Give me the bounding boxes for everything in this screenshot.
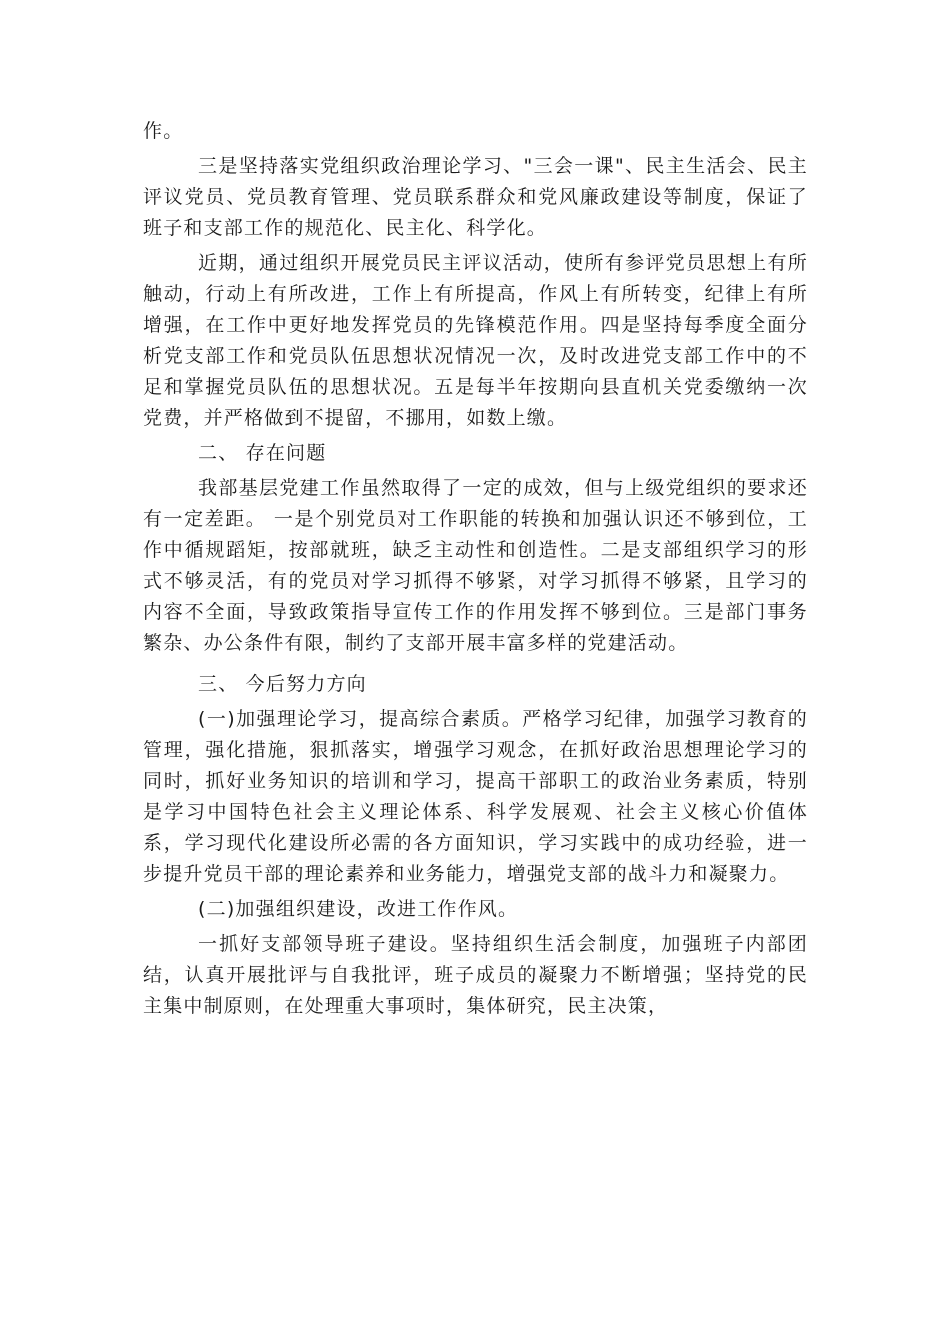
- paragraph-three-system: 三是坚持落实党组织政治理论学习、"三会一课"、民主生活会、民主评议党员、党员教育管理、党员联系群众和党风廉政建设等制度，保证了班子和支部工作的规范化、民主化、科学化。: [143, 155, 808, 239]
- paragraph-problems: 我部基层党建工作虽然取得了一定的成效，但与上级党组织的要求还有一定差距。 一是个别党员对工作职能的转换和加强认识还不够到位，工作中循规蹈矩，按部就班，缺乏主动性和创造性。二是支部组织学习的形式不够灵活，有的党员对学习抓得不够紧，对学习抓得不够紧，且学习的内容不全面，导致政策指导宣传工作的作用发挥不够到位。三是部门事务繁杂、办公条件有限，制约了支部开展丰富多样的党建活动。: [143, 477, 808, 654]
- section-heading-problems: 二、 存在问题: [198, 442, 327, 464]
- paragraph-recent-activities: 近期，通过组织开展党员民主评议活动，使所有参评党员思想上有所触动，行动上有所改进，工作上有所提高，作风上有所转变，纪律上有所增强，在工作中更好地发挥党员的先锋模范作用。四是坚持每季度全面分析党支部工作和党员队伍思想状况情况一次，及时改进党支部工作中的不足和掌握党员队伍的思想状况。五是每半年按期向县直机关党委缴纳一次党费，并严格做到不提留，不挪用，如数上缴。: [143, 252, 808, 429]
- paragraph-continuation: 作。: [143, 120, 184, 142]
- paragraph-theory-study: (一)加强理论学习，提高综合素质。严格学习纪律，加强学习教育的管理，强化措施，狠抓落实，增强学习观念，在抓好政治思想理论学习的同时，抓好业务知识的培训和学习，提高干部职工的政治业务素质，特别是学习中国特色社会主义理论体系、科学发展观、社会主义核心价值体系，学习现代化建设所必需的各方面知识，学习实践中的成功经验，进一步提升党员干部的理论素养和业务能力，增强党支部的战斗力和凝聚力。: [143, 708, 808, 885]
- paragraph-organization-building: (二)加强组织建设，改进工作作风。: [198, 898, 519, 920]
- section-heading-direction: 三、 今后努力方向: [198, 673, 367, 695]
- document-body: [143, 116, 808, 1022]
- paragraph-leadership-team: 一抓好支部领导班子建设。坚持组织生活会制度，加强班子内部团结，认真开展批评与自我批评，班子成员的凝聚力不断增强；坚持党的民主集中制原则，在处理重大事项时，集体研究，民主决策，: [143, 933, 808, 1017]
